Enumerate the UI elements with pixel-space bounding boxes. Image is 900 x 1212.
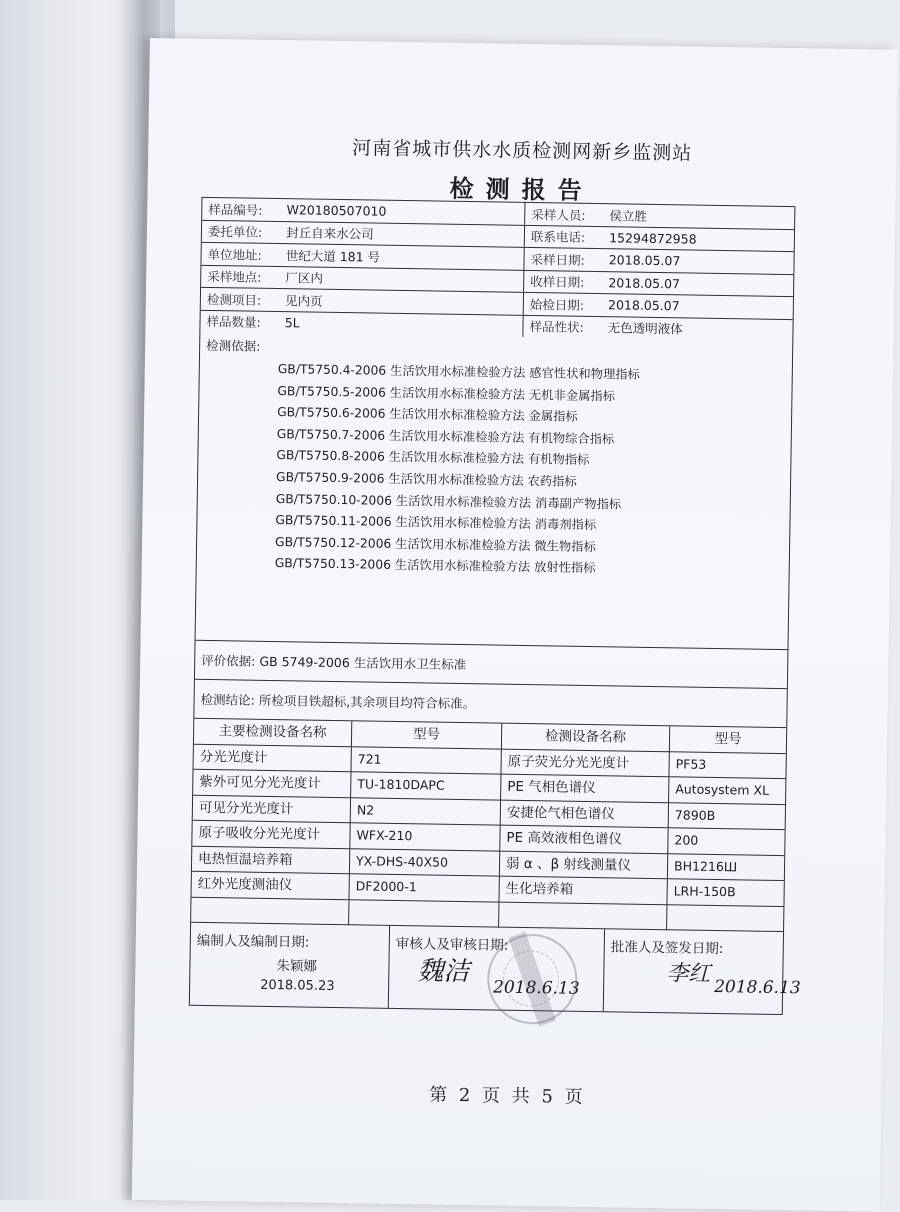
reviewer-date: 2018.6.13 [492,977,580,999]
standard-item: GB/T5750.11-2006 生活饮用水标准检验方法 消毒剂指标 [275,513,597,533]
test-basis-label: 检测依据: [206,337,261,354]
compiler-block [190,923,390,1008]
compiler-label: 编制人及编制日期: [196,932,310,951]
equipment-name-cell: 红外光度测油仪 [192,872,350,900]
equipment-name-cell: 原子吸收分光光度计 [192,821,350,849]
info-right-cell [525,225,794,251]
organization-name: 河南省城市供水水质检测网新乡监测站 [352,137,693,165]
equipment-name-cell: 可见分光光度计 [193,795,351,823]
info-value: 无色透明液体 [607,320,683,337]
info-value: W20180507010 [286,202,387,219]
signature-section [190,923,801,1014]
standard-item: GB/T5750.6-2006 生活饮用水标准检验方法 金属指标 [277,405,578,424]
standard-item: GB/T5750.8-2006 生活饮用水标准检验方法 有机物指标 [276,448,590,468]
equipment-name-cell: PE 气相色谱仪 [501,775,669,803]
report-title: 检测报告 [449,173,594,205]
standard-item: GB/T5750.9-2006 生活饮用水标准检验方法 农药指标 [276,470,577,489]
equipment-model-cell: Autosystem XL [669,777,785,804]
standard-item: GB/T5750.5-2006 生活饮用水标准检验方法 无机非金属指标 [277,383,616,403]
equipment-name-cell: 生化培养箱 [499,877,667,905]
standard-item: GB/T5750.4-2006 生活饮用水标准检验方法 感官性状和物理指标 [277,362,641,382]
equipment-name-cell: 紫外可见分光光度计 [193,770,351,798]
equipment-model-cell: YX-DHS-40X50 [350,849,500,877]
info-right-cell [525,203,794,229]
evaluation-basis: 评价依据: GB 5749-2006 生活饮用水卫生标准 [195,641,788,689]
equipment-name-cell: 弱 α 、β 射线测量仪 [500,851,668,879]
report-page [132,38,898,1212]
info-value: 2018.05.07 [608,274,681,292]
equipment-model-cell [349,900,499,928]
info-value: 5L [284,314,300,331]
equipment-name-cell: 分光光度计 [194,744,352,772]
equipment-model-cell: DF2000-1 [349,874,499,902]
equipment-model-cell: 721 [351,747,501,775]
approver-label: 批准人及签发日期: [610,939,724,958]
equipment-name-cell: PE 高效液相色谱仪 [500,826,668,854]
info-value: 见内页 [284,292,323,309]
standard-item: GB/T5750.13-2006 生活饮用水标准检验方法 放射性指标 [274,556,596,576]
info-label: 检测项目: [206,291,262,308]
info-label: 样品性状: [529,319,584,336]
equipment-header: 型号 [352,721,502,749]
page-number: 第 2 页 共 5 页 [429,1084,586,1108]
test-basis-section [196,332,793,650]
info-label: 样品数量: [206,314,261,331]
approver-date: 2018.6.13 [714,976,801,999]
approver-signature: 李红 [666,961,711,987]
equipment-model-cell [667,905,783,932]
standard-item: GB/T5750.7-2006 生活饮用水标准检验方法 有机物综合指标 [276,426,615,447]
equipment-name-cell: 安捷伦气相色谱仪 [501,800,669,828]
equipment-header: 检测设备名称 [502,724,670,752]
info-right-cell [524,248,793,274]
info-label: 采样地点: [207,269,262,286]
test-conclusion: 检测结论: 所检项目铁超标,其余项目均符合标准。 [194,680,787,728]
equipment-model-cell: 200 [668,828,784,855]
reviewer-signature: 魏洁 [417,956,470,988]
info-label: 始检日期: [529,296,585,313]
info-label: 样品编号: [208,201,263,218]
info-label: 采样日期: [530,251,585,268]
reviewer-block [389,926,605,1011]
info-label: 单位地址: [207,246,262,263]
info-value: 侯立胜 [609,207,648,224]
info-value: 2018.05.07 [607,297,680,314]
sample-info-section [200,198,794,341]
equipment-model-cell: LRH-150B [667,879,783,906]
standard-item: GB/T5750.10-2006 生活饮用水标准检验方法 消毒副产物指标 [275,491,622,512]
equipment-table [191,719,786,932]
equipment-name-cell [191,897,349,925]
info-value: 封丘自来水公司 [286,225,374,242]
info-value: 15294872958 [609,229,697,247]
approver-block [604,929,801,1014]
info-right-cell [524,293,793,319]
info-label: 联系电话: [530,229,586,246]
reviewer-label: 审核人及审核日期: [395,935,509,954]
info-right-cell [524,270,793,296]
equipment-name-cell [499,902,667,930]
standard-item: GB/T5750.12-2006 生活饮用水标准检验方法 微生物指标 [274,534,596,554]
info-label: 委托单位: [207,224,263,241]
standards-list [275,359,640,581]
equipment-model-cell: 7890B [669,803,785,830]
equipment-name-cell: 电热恒温培养箱 [192,846,350,874]
equipment-model-cell: N2 [351,798,501,826]
compiler-name: 朱颖娜 [276,958,318,975]
info-label: 收样日期: [530,274,585,291]
compiler-date: 2018.05.23 [260,977,335,995]
equipment-model-cell: BH1216Ш [668,854,784,881]
info-value: 世纪大道 181 号 [285,247,381,265]
equipment-name-cell: 原子荧光分光光度计 [501,749,669,777]
equipment-model-cell: PF53 [669,752,785,779]
equipment-model-cell: TU-1810DAPC [351,772,501,800]
report-form [189,197,801,1015]
info-value: 2018.05.07 [608,252,681,269]
equipment-model-cell: WFX-210 [350,823,500,851]
equipment-header: 主要检测设备名称 [194,719,352,747]
info-value: 厂区内 [285,270,324,286]
info-label: 采样人员: [531,206,586,223]
equipment-header: 型号 [670,726,786,753]
